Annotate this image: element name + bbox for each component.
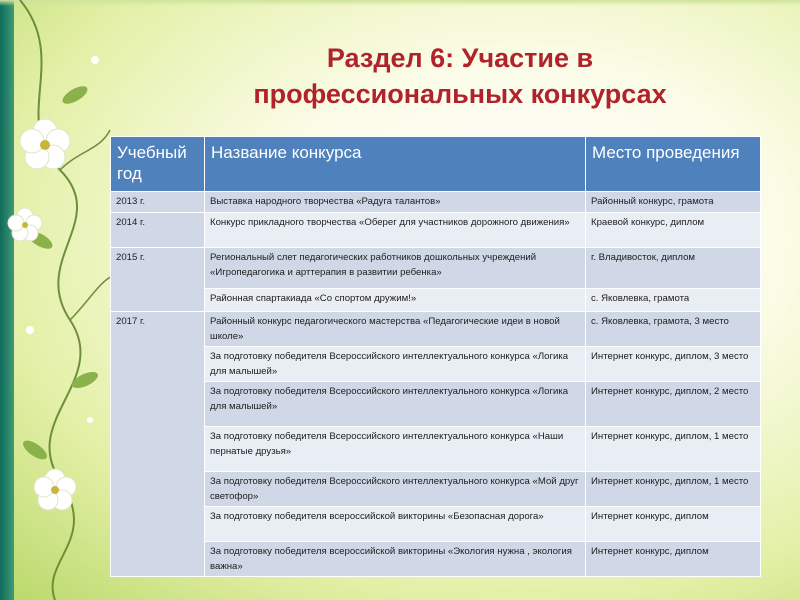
title-line-2: профессиональных конкурсах [253,79,667,109]
cell-place: с. Яковлевка, грамота, 3 место [586,312,761,347]
table-row [111,347,761,382]
cell-contest-name: Региональный слет педагогических работников дошкольных учреждений «Игропедагогика и арттерапия в развитии ребенка» [205,248,586,289]
cell-place: Интернет конкурс, диплом, 2 место [586,382,761,427]
cell-contest-name: За подготовку победителя Всероссийского интеллектуального конкурса «Логика для малышей» [205,382,586,427]
table-row [111,289,761,312]
cell-contest-name: За подготовку победителя всероссийской викторины «Экология нужна , экология важна» [205,542,586,577]
header-place: Место проведения [586,137,761,192]
table-row [111,542,761,577]
header-year: Учебный год [111,137,205,192]
cell-place: г. Владивосток, диплом [586,248,761,289]
cell-year: 2017 г. [111,312,205,577]
table-row [111,248,761,289]
cell-contest-name: Районный конкурс педагогического мастерства «Педагогические идеи в новой школе» [205,312,586,347]
cell-contest-name: За подготовку победителя Всероссийского интеллектуального конкурса «Мой друг светофор» [205,472,586,507]
cell-place: Интернет конкурс, диплом, 1 место [586,427,761,472]
cell-place: Краевой конкурс, диплом [586,213,761,248]
table-row [111,382,761,427]
cell-place: Интернет конкурс, диплом [586,542,761,577]
table-row [111,472,761,507]
cell-place: Районный конкурс, грамота [586,192,761,213]
table-row [111,507,761,542]
title-line-1: Раздел 6: Участие в [326,43,594,73]
cell-place: Интернет конкурс, диплом [586,507,761,542]
cell-place: с. Яковлевка, грамота [586,289,761,312]
top-border [0,0,800,6]
cell-year: 2014 г. [111,213,205,248]
cell-year: 2015 г. [111,248,205,312]
cell-contest-name: За подготовку победителя Всероссийского интеллектуального конкурса «Наши пернатые друзья» [205,427,586,472]
table-row [111,192,761,213]
floral-decoration [0,0,120,600]
table-row [111,312,761,347]
cell-place: Интернет конкурс, диплом, 1 место [586,472,761,507]
flower-icon [20,119,70,169]
table-header-row [111,137,761,192]
cell-contest-name: За подготовку победителя Всероссийского интеллектуального конкурса «Логика для малышей» [205,347,586,382]
flower-icon [8,208,42,241]
cell-contest-name: Районная спартакиада «Со спортом дружим!» [205,289,586,312]
cell-contest-name: Конкурс прикладного творчества «Оберег для участников дорожного движения» [205,213,586,248]
cell-contest-name: Выставка народного творчества «Радуга талантов» [205,192,586,213]
cell-place: Интернет конкурс, диплом, 3 место [586,347,761,382]
page-title [200,40,720,112]
table-row [111,427,761,472]
flower-icon [34,469,76,510]
contests-table [110,136,761,577]
cell-contest-name: За подготовку победителя всероссийской викторины «Безопасная дорога» [205,507,586,542]
cell-year: 2013 г. [111,192,205,213]
table-row [111,213,761,248]
header-contest-name: Название конкурса [205,137,586,192]
